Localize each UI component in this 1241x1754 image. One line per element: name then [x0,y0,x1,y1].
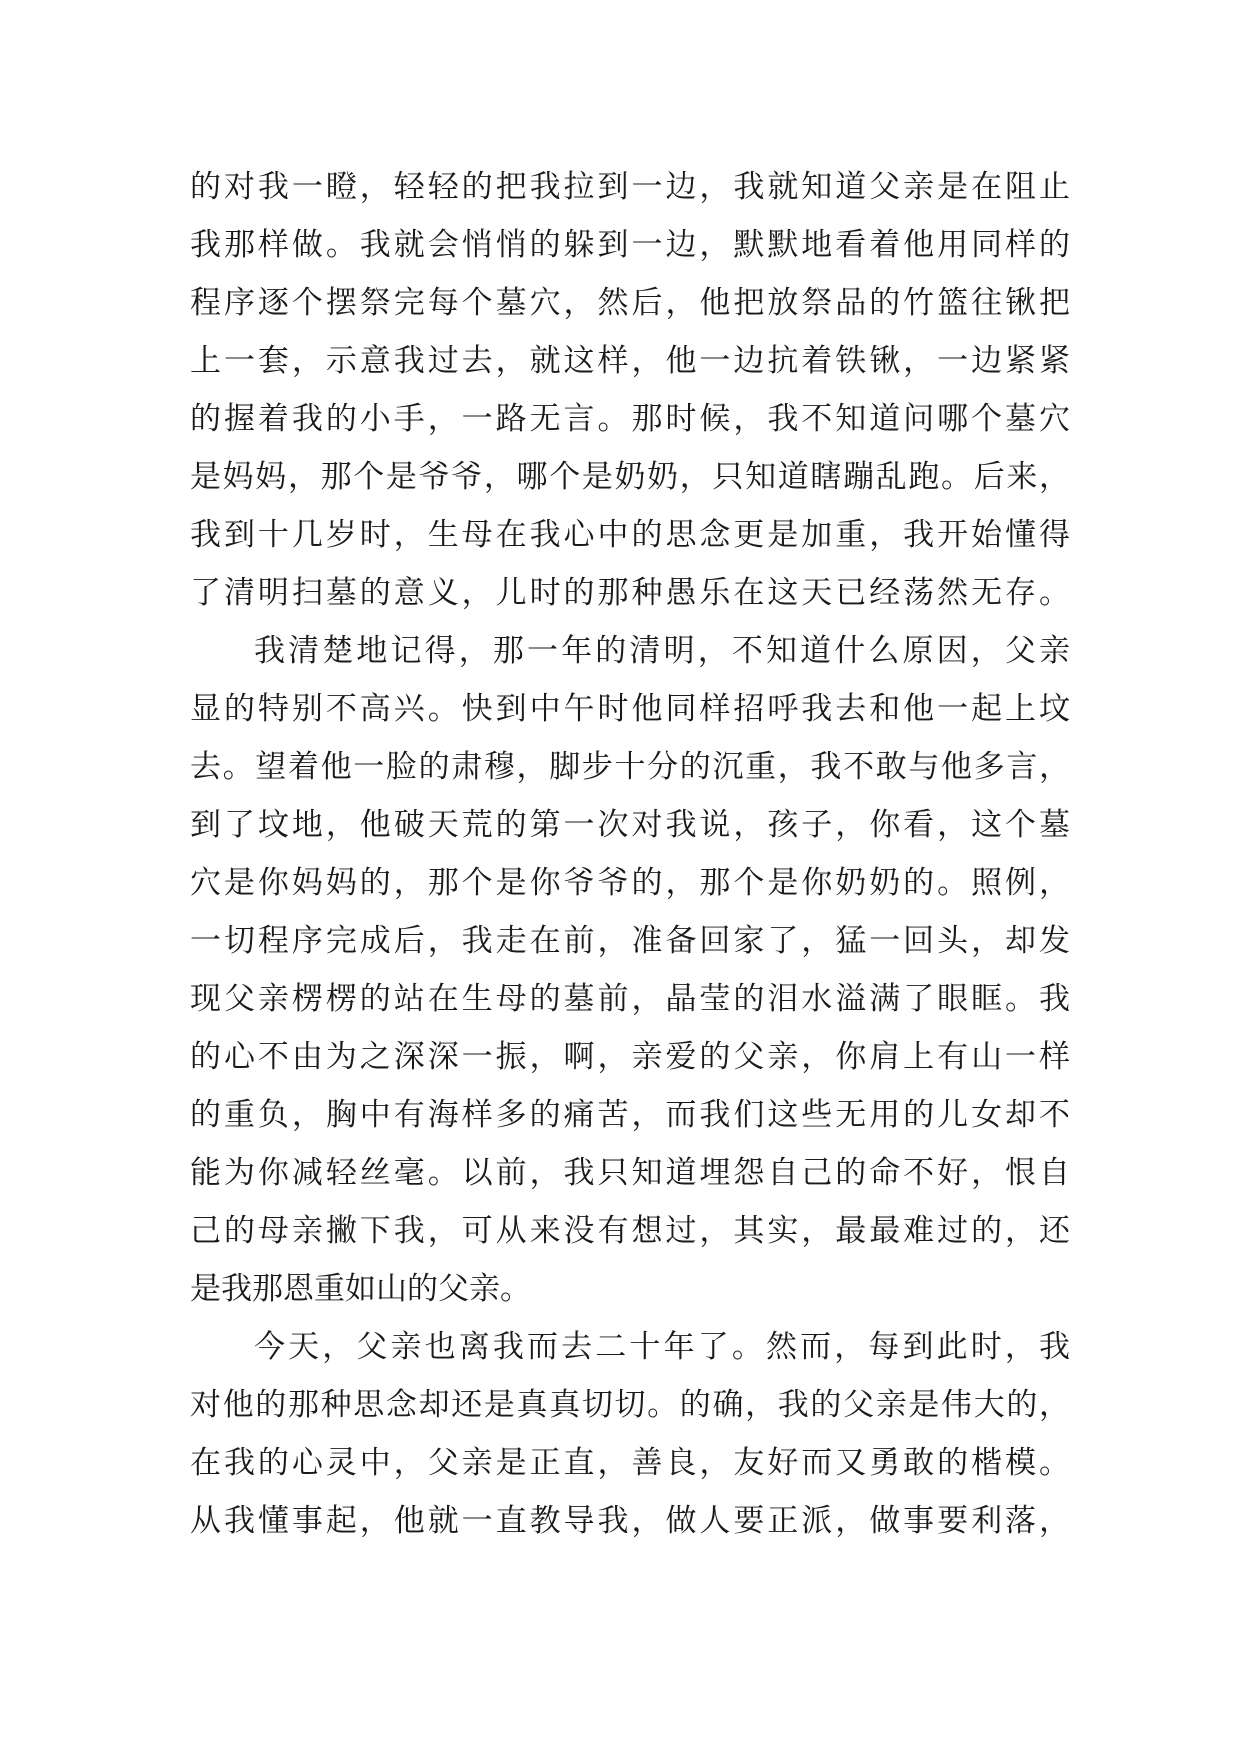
text-line: 我清楚地记得，那一年的清明，不知道什么原因，父亲 [254,633,1070,669]
body-text [190,158,1070,1550]
text-line: 从我懂事起，他就一直教导我，做人要正派，做事要利落， [190,1503,1070,1539]
text-line: 对他的那种思念却还是真真切切。的确，我的父亲是伟大的， [190,1387,1070,1423]
text-line: 穴是你妈妈的，那个是你爷爷的，那个是你奶奶的。照例， [190,865,1070,901]
text-line: 是妈妈，那个是爷爷，哪个是奶奶，只知道瞎蹦乱跑。后来， [190,459,1070,495]
paragraph-3 [190,1318,1070,1550]
text-line: 的对我一瞪，轻轻的把我拉到一边，我就知道父亲是在阻止 [190,169,1070,205]
text-line: 在我的心灵中，父亲是正直，善良，友好而又勇敢的楷模。 [190,1445,1070,1481]
text-line: 我到十几岁时，生母在我心中的思念更是加重，我开始懂得 [190,517,1070,553]
text-line: 我那样做。我就会悄悄的躲到一边，默默地看着他用同样的 [190,227,1070,263]
text-line: 一切程序完成后，我走在前，准备回家了，猛一回头，却发 [190,923,1070,959]
text-line: 去。望着他一脸的肃穆，脚步十分的沉重，我不敢与他多言， [190,749,1070,785]
text-line: 到了坟地，他破天荒的第一次对我说，孩子，你看，这个墓 [190,807,1070,843]
text-line: 显的特别不高兴。快到中午时他同样招呼我去和他一起上坟 [190,691,1070,727]
text-line: 的握着我的小手，一路无言。那时候，我不知道问哪个墓穴 [190,401,1070,437]
text-line: 上一套，示意我过去，就这样，他一边抗着铁锹，一边紧紧 [190,343,1070,379]
text-line: 的心不由为之深深一振，啊，亲爱的父亲，你肩上有山一样 [190,1039,1070,1075]
text-line: 今天，父亲也离我而去二十年了。然而，每到此时，我 [254,1329,1070,1365]
text-line: 是我那恩重如山的父亲。 [190,1271,531,1307]
text-line: 能为你减轻丝毫。以前，我只知道埋怨自己的命不好，恨自 [190,1155,1070,1191]
text-line: 的重负，胸中有海样多的痛苦，而我们这些无用的儿女却不 [190,1097,1070,1133]
paragraph-1 [190,158,1070,622]
text-line: 程序逐个摆祭完每个墓穴，然后，他把放祭品的竹篮往锹把 [190,285,1070,321]
text-line: 现父亲楞楞的站在生母的墓前，晶莹的泪水溢满了眼眶。我 [190,981,1070,1017]
paragraph-2 [190,622,1070,1318]
text-line: 了清明扫墓的意义，儿时的那种愚乐在这天已经荡然无存。 [190,575,1070,611]
text-line: 己的母亲撇下我，可从来没有想过，其实，最最难过的，还 [190,1213,1070,1249]
